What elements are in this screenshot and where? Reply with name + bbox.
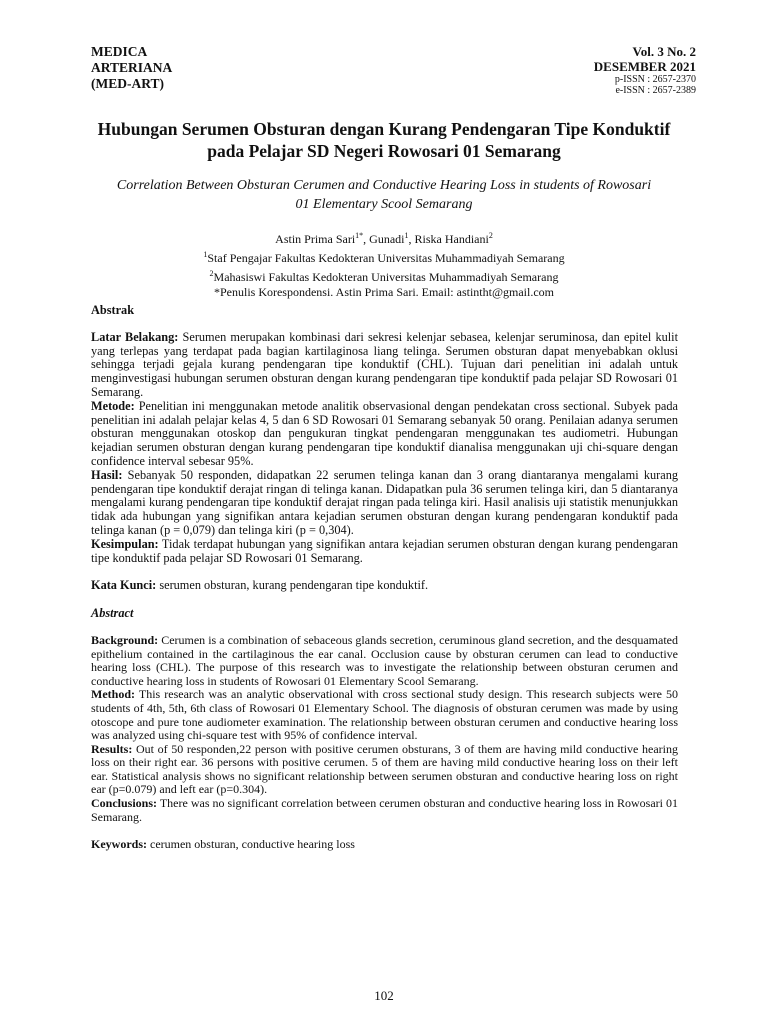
author-block: [80, 228, 688, 300]
abstract-heading: Abstract: [91, 606, 134, 621]
paper-title-line2: pada Pelajar SD Negeri Rowosari 01 Semarang: [207, 141, 561, 161]
journal-name-line1: MEDICA: [91, 44, 148, 59]
issue-info: [594, 44, 696, 96]
background-paragraph: Background: Cerumen is a combination of sebaceous glands secretion, ceruminous gland secretion, and the desquamated epithelium contained in the cartilaginous the ear canal. Occlusion cause by obsturan cerumen can lead to conductive hearing loss (CHL). The purpose of this research was to investigate the relationship between obsturan cerumen and conductive hearing loss in students of Rowosari 01 Elementary Scool Semarang.: [91, 632, 678, 688]
method-paragraph: Method: This research was an analytic observational with cross sectional study design. This research subjects were 50 students of 4th, 5th, 6th class of Rowosari 01 Elementary School. The diagnosis of obsturan cerumen was made by using otoscope and pure tone audiometer examination. The relationship between obsturan cerumen and conductive hearing loss was analyzed using chi-square test with 95% of confidence interval.: [91, 687, 678, 743]
author-affiliation-sup: 1: [404, 231, 409, 240]
author-list: [80, 228, 688, 247]
hasil-paragraph: Hasil: Sebanyak 50 responden, didapatkan 22 serumen telinga kanan dan 3 orang diantaranya mengalami kurang pendengaran tipe konduktif derajat ringan di telinga kanan. Didapatkan pula 36 serumen telinga kiri, dan 5 diantaranya mengalami kurang pendengaran tipe konduktif derajat ringan pada telinga kiri. Hasil analisis uji statistik menunjukkan tidak ada hubungan yang signifikan antara kejadian serumen obsturan dengan kurang pendengaran konduktif pada telinga kanan (p = 0,079) dan telinga kiri (p = 0,304).: [91, 467, 678, 537]
corresponding-mark: *: [359, 231, 364, 240]
issue-date: DESEMBER 2021: [593, 59, 696, 74]
kata-kunci: Kata Kunci: serumen obsturan, kurang pendengaran tipe konduktif.: [91, 578, 429, 593]
english-abstract: [91, 634, 678, 852]
abstrak-heading: Abstrak: [91, 303, 135, 317]
journal-name: [91, 44, 172, 92]
author-name: , Gunadi: [363, 232, 405, 246]
metode-paragraph: Metode: Penelitian ini menggunakan metode analitik observasional dengan pendekatan cross sectional. Subyek pada penelitian ini adalah pelajar kelas 4, 5 dan 6 SD Rowosari 01 Semarang sebanyak 50 orang. Penilaian adanya serumen obsturan menggunakan otoskop dan pengukuran tingkat pendengaran menggunakan tes audiometri. Hubungan kejadian serumen obsturan dengan kurang pendengaran tipe konduktif dianalisa menggunakan uji chi-square dengan confidence interval sebesar 95%.: [91, 398, 678, 468]
english-title-line2: 01 Elementary Scool Semarang: [295, 197, 473, 212]
results-paragraph: Results: Out of 50 responden,22 person with positive cerumen obsturans, 3 of them are having mild conductive hearing loss on their right ear. 36 persons with positive cerumen. 5 of them are having mild conductive hearing loss on their left ear. Statistical analysis shows no significant relationship between serumen obsturan and conductive hearing loss on right ear (p=0.079) and left ear (p=0.304).: [91, 741, 678, 797]
conclusions-paragraph: Conclusions: There was no significant correlation between cerumen obsturan and conductive hearing loss in Rowosari 01 Semarang.: [91, 796, 678, 824]
author-name: Astin Prima Sari: [275, 232, 356, 246]
keywords: Keywords: cerumen obsturan, conductive hearing loss: [91, 837, 355, 852]
journal-abbreviation: (MED-ART): [91, 76, 165, 91]
latar-belakang-paragraph: Latar Belakang: Serumen merupakan kombinasi dari sekresi kelenjar sebasea, kelenjar seruminosa, dan epitel kulit yang terlepas yang terdapat pada bagian kartilaginosa liang telinga. Serumen obsturan dapat menyebabkan oklusi sehingga terjadi gejala kurang pendengaran tipe konduktif (CHL). Tujuan dari penelitian ini adalah untuk menginvestigasi hubungan serumen obsturan dengan kurang pendengaran tipe konduktif pada pelajar SD Rowosari 01 Semarang.: [91, 329, 679, 399]
paper-title: [60, 118, 708, 162]
paper-english-title: [80, 176, 688, 214]
p-issn: p-ISSN : 2657-2370: [614, 74, 696, 85]
journal-name-line2: ARTERIANA: [91, 60, 173, 75]
author-name: , Riska Handiani: [408, 232, 489, 246]
english-title-line1: Correlation Between Obsturan Cerumen and Conductive Hearing Loss in students of Rowosari: [116, 178, 652, 193]
correspondence-line: *Penulis Korespondensi. Astin Prima Sari. Email: astintht@gmail.com: [213, 285, 555, 299]
author-affiliation-sup: 2: [488, 231, 493, 240]
affiliation-1: $^1$Staf Pengajar Fakultas Kedokteran Universitas Muhammadiyah Semarang: [203, 250, 565, 265]
author-affiliation-sup: 1: [355, 231, 360, 240]
page-number: 102: [374, 988, 394, 1003]
paper-title-line1: Hubungan Serumen Obsturan dengan Kurang Pendengaran Tipe Konduktif: [97, 119, 671, 139]
volume-number: Vol. 3 No. 2: [632, 44, 696, 59]
affiliation-2: $^2$Mahasiswi Fakultas Kedokteran Universitas Muhammadiyah Semarang: [209, 269, 559, 284]
e-issn: e-ISSN : 2657-2389: [615, 85, 696, 96]
kesimpulan-paragraph: Kesimpulan: Tidak terdapat hubungan yang signifikan antara kejadian serumen obsturan dengan kurang pendengaran tipe konduktif pada pelajar SD Rowosari 01 Semarang.: [91, 536, 678, 565]
abstract-body: [91, 304, 678, 852]
